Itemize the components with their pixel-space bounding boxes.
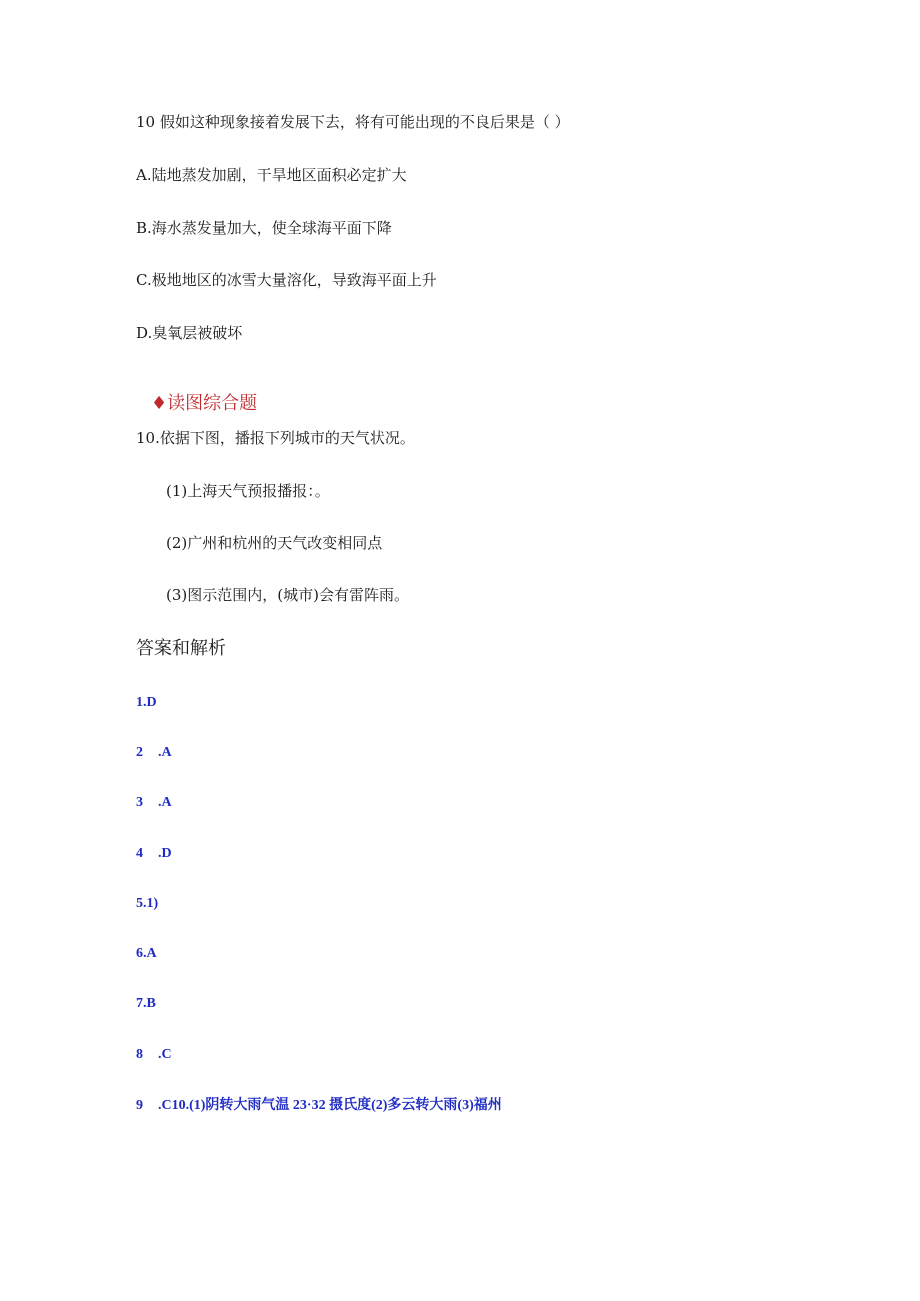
answers-heading: 答案和解析 <box>136 638 226 659</box>
answer-item <box>136 1045 172 1065</box>
sub-item-1: (1)上海天气预报播报：。 <box>166 482 330 500</box>
answer-text: .A <box>158 745 172 760</box>
answer-number: 1.D <box>136 695 157 710</box>
answer-text: .A <box>158 795 172 810</box>
answer-item <box>136 894 158 914</box>
reading-section-heading: ♦读图综合题 <box>151 393 258 414</box>
option-a: A.陆地蒸发加剧，干旱地区面积必定扩大 <box>136 166 407 184</box>
option-c: C.极地地区的冰雪大量溶化，导致海平面上升 <box>136 271 437 289</box>
sub-item-3: (3)图示范围内，(城市)会有雷阵雨。 <box>166 586 409 604</box>
answer-item <box>136 793 172 813</box>
answer-item <box>136 944 158 964</box>
sub-item-2: (2)广州和杭州的天气改变相同点 <box>166 534 383 552</box>
answer-number: 6.A <box>136 946 157 961</box>
answer-item <box>136 1096 502 1116</box>
answer-item <box>136 994 158 1014</box>
answer-number: 7.B <box>136 996 156 1011</box>
answer-number: 4 <box>136 846 143 861</box>
option-d: D.臭氧层被破坏 <box>136 324 243 342</box>
answer-number: 8 <box>136 1047 143 1062</box>
answer-text: .C10.(1)阴转大雨气温 23·32 摄氏度(2)多云转大雨(3)福州 <box>158 1098 502 1113</box>
reading-question: 10.依据下图，播报下列城市的天气状况。 <box>136 429 415 447</box>
answer-item <box>136 844 172 864</box>
answer-number: 9 <box>136 1098 143 1113</box>
answer-item <box>136 743 172 763</box>
answer-number: 5.1) <box>136 896 159 911</box>
option-b: B.海水蒸发量加大，使全球海平面下降 <box>136 219 392 237</box>
answer-text: .C <box>158 1047 172 1062</box>
answer-number: 2 <box>136 745 143 760</box>
question-stem: 10 假如这种现象接着发展下去，将有可能出现的不良后果是（ ） <box>136 113 570 131</box>
answer-text: .D <box>158 846 172 861</box>
answer-number: 3 <box>136 795 143 810</box>
answer-item <box>136 693 158 713</box>
